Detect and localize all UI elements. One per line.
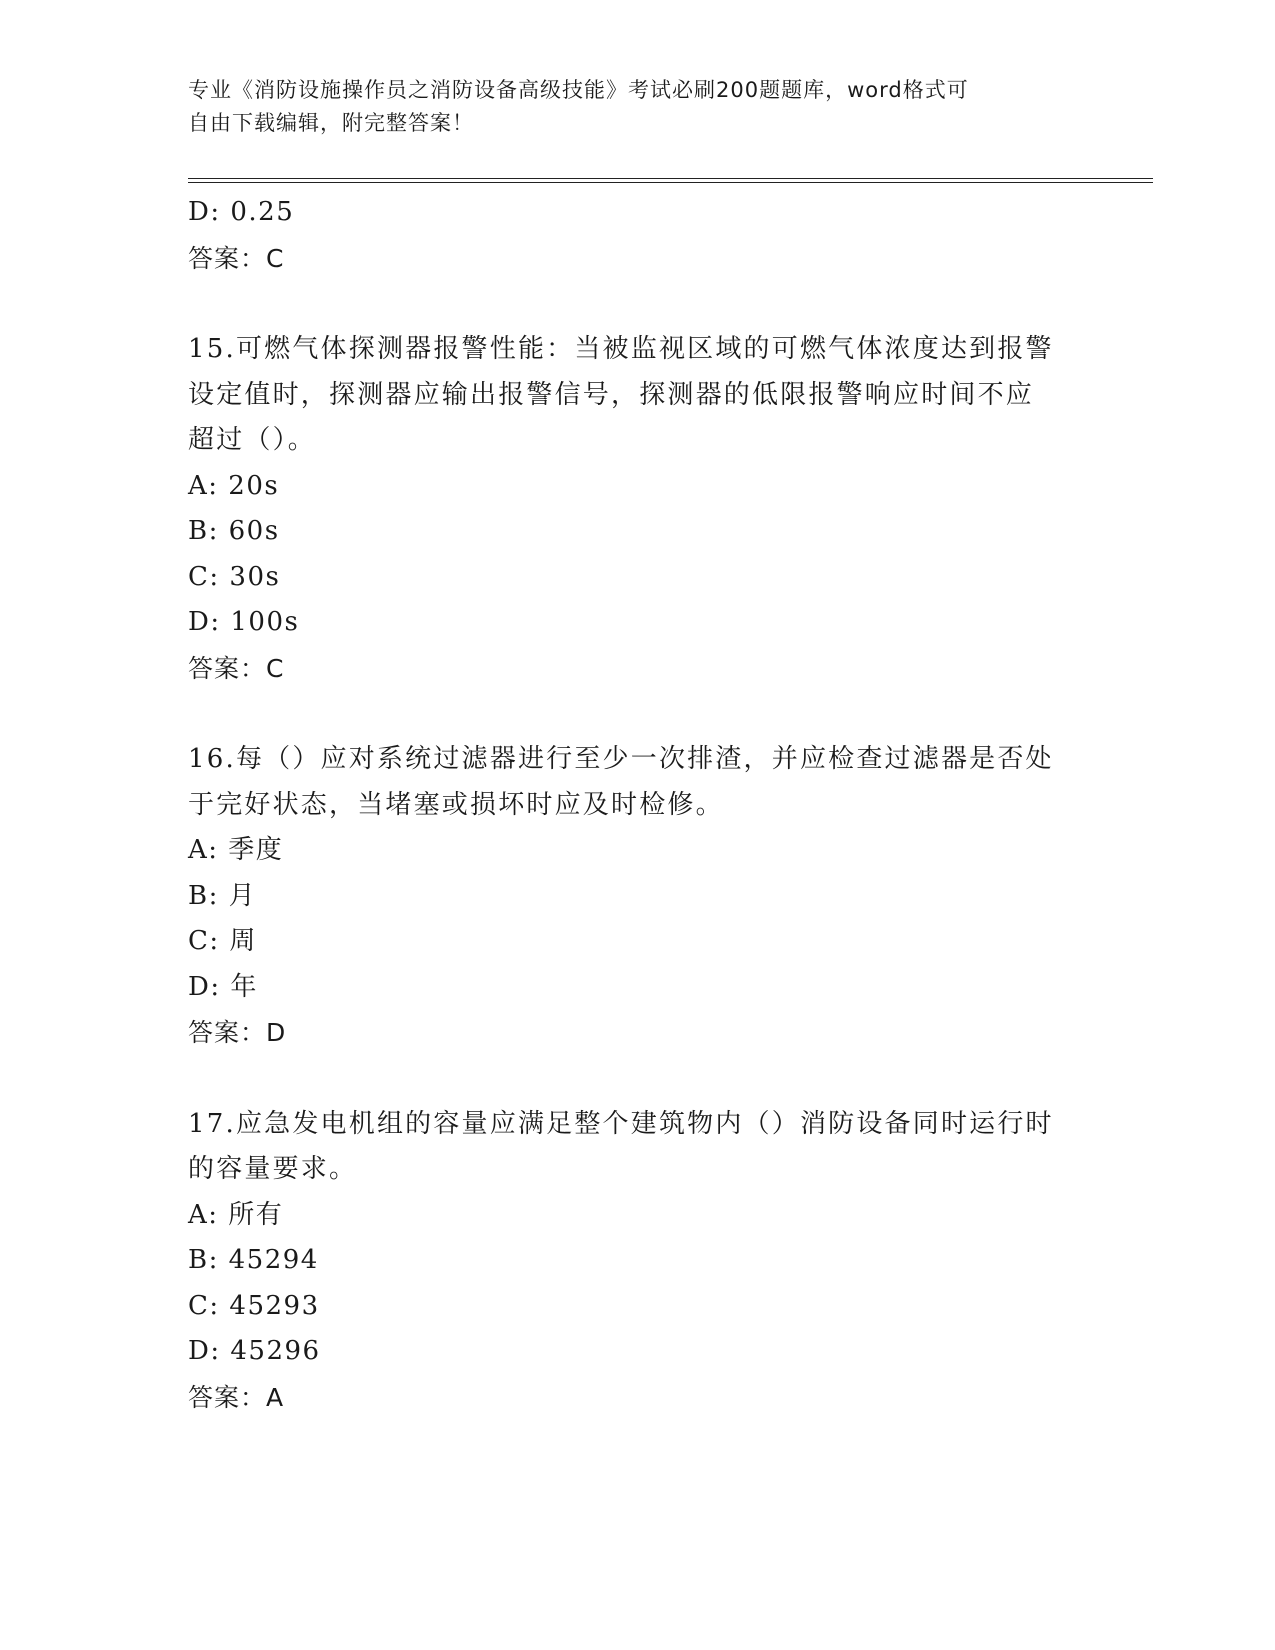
- prev-question-option-d: D: 0.25: [188, 197, 295, 227]
- option-c: C: 周: [188, 926, 257, 956]
- document-header: [188, 74, 1068, 140]
- answer-line: 答案：D: [188, 1018, 287, 1047]
- question-15: [188, 327, 1088, 691]
- question-16: [188, 737, 1088, 1056]
- question-list: [188, 190, 1088, 1420]
- header-divider-top: [188, 178, 1153, 179]
- header-divider-bottom: [188, 182, 1153, 183]
- question-stem-line: 的容量要求。: [188, 1154, 358, 1184]
- option-c: C: 30s: [188, 561, 281, 592]
- option-b: B: 45294: [188, 1245, 319, 1275]
- prev-question-answer: 答案：C: [188, 243, 285, 273]
- option-a: A: 20s: [188, 470, 280, 501]
- answer-line: 答案：A: [188, 1382, 285, 1412]
- question-stem-line: 设定值时，探测器应输出报警信号，探测器的低限报警响应时间不应: [188, 379, 1035, 410]
- question-stem-line: 17.应急发电机组的容量应满足整个建筑物内（）消防设备同时运行时: [188, 1108, 1054, 1139]
- option-c: C: 45293: [188, 1290, 320, 1321]
- option-b: B: 月: [188, 880, 257, 911]
- answer-line: 答案：C: [188, 653, 285, 683]
- header-line-2: 自由下载编辑，附完整答案！: [188, 111, 474, 135]
- question-stem-line: 于完好状态，当堵塞或损坏时应及时检修。: [188, 789, 724, 820]
- option-a: A: 季度: [188, 835, 284, 865]
- option-b: B: 60s: [188, 516, 280, 546]
- option-d: D: 100s: [188, 607, 300, 637]
- option-a: A: 所有: [188, 1199, 284, 1230]
- question-stem-line: 15.可燃气体探测器报警性能：当被监视区域的可燃气体浓度达到报警: [188, 334, 1054, 364]
- question-17: [188, 1102, 1088, 1421]
- option-d: D: 45296: [188, 1336, 321, 1366]
- question-stem-line: 超过（）。: [188, 425, 317, 455]
- header-line-1: 专业《消防设施操作员之消防设备高级技能》考试必刷200题题库，word格式可: [188, 78, 969, 102]
- question-stem-line: 16.每（）应对系统过滤器进行至少一次排渣，并应检查过滤器是否处: [188, 744, 1054, 774]
- option-d: D: 年: [188, 971, 258, 1002]
